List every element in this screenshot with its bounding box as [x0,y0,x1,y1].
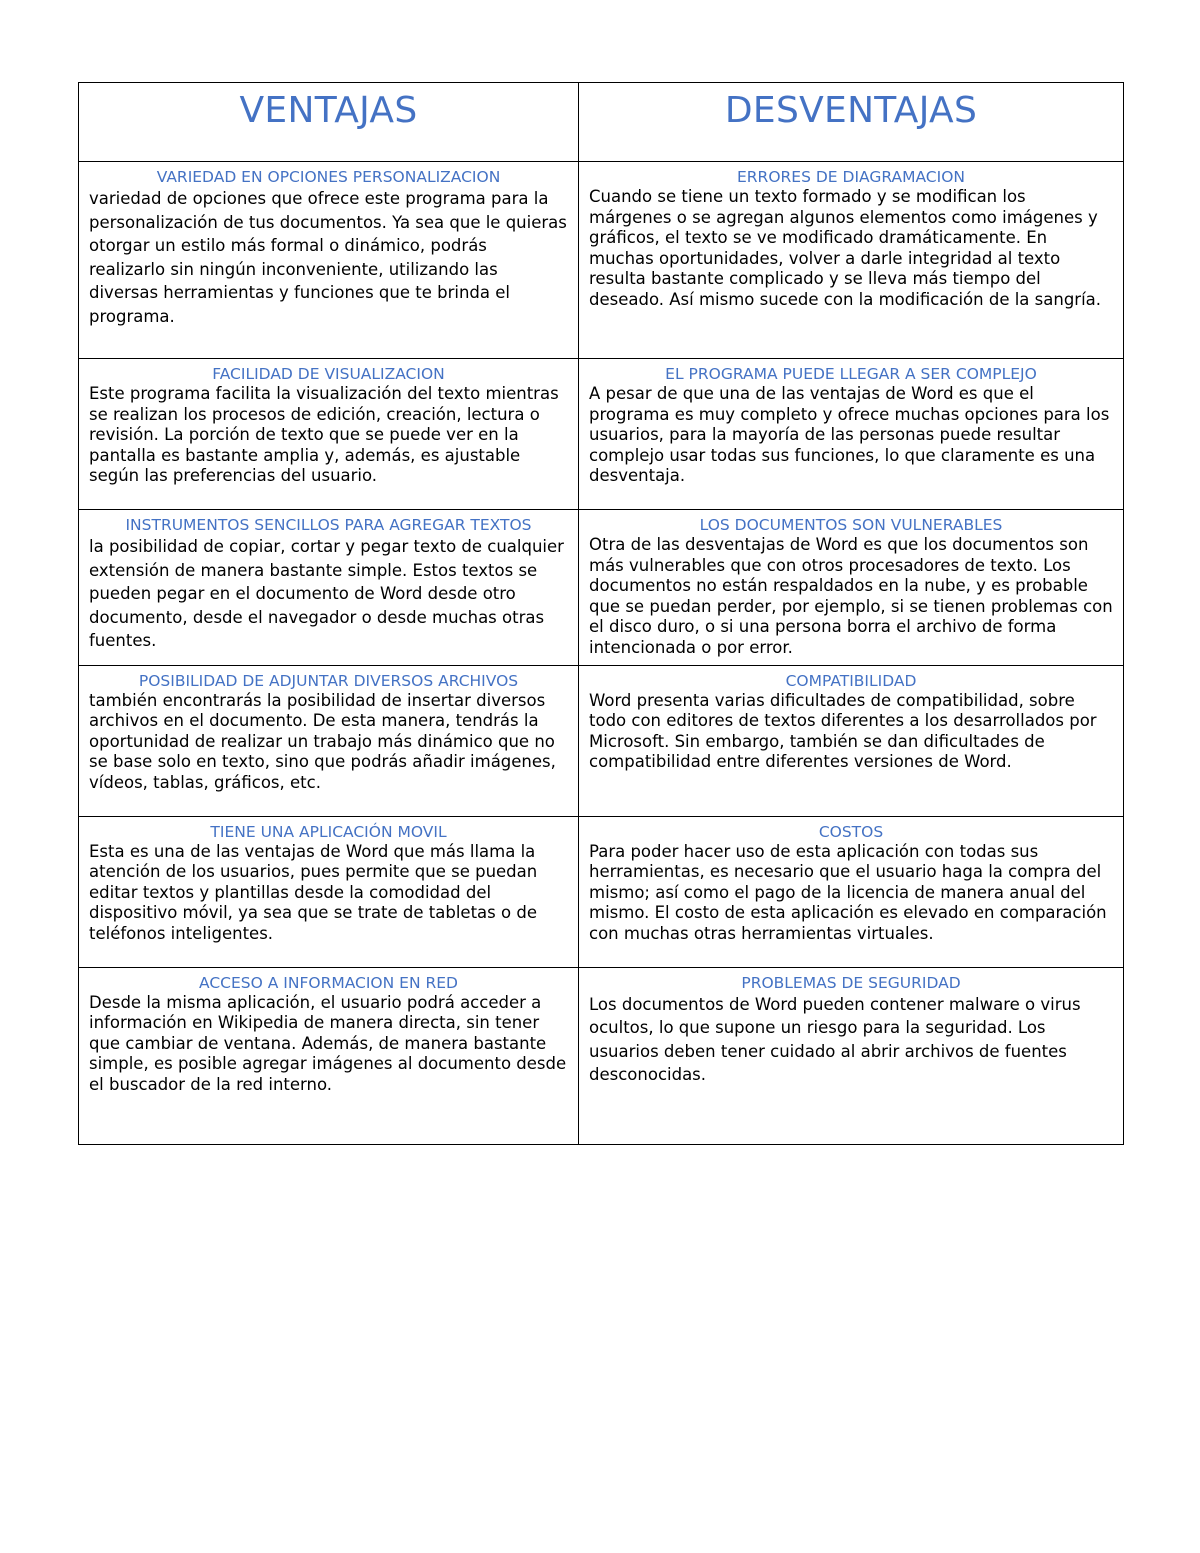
desventaja-cell [579,816,1124,967]
desventaja-body: A pesar de que una de las ventajas de Word es que el programa es muy completo y ofrece muchas opciones para los usuarios, para la mayoría de las personas puede resultar complejo usar todas sus funciones, lo que claramente es una desventaja. [589,384,1110,486]
table-row [79,162,1124,359]
ventaja-body: Desde la misma aplicación, el usuario podrá acceder a información en Wikipedia de manera directa, sin tener que cambiar de ventana. Además, de manera bastante simple, es posible agregar imágenes al documento desde el buscador de la red interno. [89,992,567,1094]
ventaja-cell [79,665,579,816]
ventaja-title: INSTRUMENTOS SENCILLOS PARA AGREGAR TEXTOS [125,516,532,534]
desventaja-cell [579,510,1124,666]
ventaja-body: variedad de opciones que ofrece este programa para la personalización de tus documentos. Ya sea que le quieras otorgar un estilo más formal o dinámico, podrás realizarlo sin ningún inconveniente, utilizando las diversas herramientas y funciones que te brinda el programa. [89,189,567,326]
desventaja-body: Para poder hacer uso de esta aplicación con todas sus herramientas, es necesario que el usuario haga la compra del mismo; así como el pago de la licencia de manera anual del mismo. El costo de esta aplicación es elevado en comparación con muchas otras herramientas virtuales. [589,841,1107,943]
desventaja-title: EL PROGRAMA PUEDE LLEGAR A SER COMPLEJO [665,365,1037,383]
desventaja-body: Los documentos de Word pueden contener malware o virus ocultos, lo que supone un riesgo para la seguridad. Los usuarios deben tener cuidado al abrir archivos de fuentes desconocidas. [589,994,1081,1085]
ventaja-cell [79,510,579,666]
table-row [79,510,1124,666]
ventaja-title: ACCESO A INFORMACION EN RED [199,973,458,992]
desventajas-header-cell [579,83,1124,162]
desventaja-body: Word presenta varias dificultades de compatibilidad, sobre todo con editores de textos diferentes a los desarrollados por Microsoft. Sin embargo, también se dan dificultades de compatibilidad entre diferentes versiones de Word. [589,690,1097,772]
desventaja-cell [579,359,1124,510]
ventaja-title: VARIEDAD EN OPCIONES PERSONALIZACION [156,168,501,186]
table-row [79,359,1124,510]
desventaja-title: LOS DOCUMENTOS SON VULNERABLES [699,516,1003,534]
table-row [79,665,1124,816]
advantages-disadvantages-table [78,82,1124,1145]
table-row [79,816,1124,967]
desventaja-cell [579,665,1124,816]
ventaja-title: FACILIDAD DE VISUALIZACION [212,365,445,383]
ventaja-body: también encontrarás la posibilidad de insertar diversos archivos en el documento. De esta manera, tendrás la oportunidad de realizar un trabajo más dinámico que no se base solo en texto, sino que podrás añadir imágenes, vídeos, tablas, gráficos, etc. [89,690,556,792]
ventaja-cell [79,967,579,1144]
desventaja-cell [579,162,1124,359]
ventaja-body: Esta es una de las ventajas de Word que más llama la atención de los usuarios, pues permite que se puedan editar textos y plantillas desde la comodidad del dispositivo móvil, ya sea que se trate de tabletas o de teléfonos inteligentes. [89,841,538,943]
desventajas-heading: DESVENTAJAS [724,90,978,131]
ventaja-body: Este programa facilita la visualización del texto mientras se realizan los procesos de edición, creación, lectura o revisión. La porción de texto que se puede ver en la pantalla es bastante amplia y, además, es ajustable según las preferencias del usuario. [89,384,559,486]
ventaja-body: la posibilidad de copiar, cortar y pegar texto de cualquier extensión de manera bastante simple. Estos textos se pueden pegar en el documento de Word desde otro documento, desde el navegador o desde muchas otras fuentes. [89,537,564,650]
desventaja-body: Cuando se tiene un texto formado y se modifican los márgenes o se agregan algunos elementos como imágenes y gráficos, el texto se ve modificado dramáticamente. En muchas oportunidades, volver a darle integridad al texto resulta bastante complicado y se lleva más tiempo del deseado. Así mismo sucede con la modificación de la sangría. [589,187,1102,309]
desventaja-title: COSTOS [818,822,884,841]
desventaja-title: PROBLEMAS DE SEGURIDAD [741,973,961,992]
table-row [79,967,1124,1144]
desventaja-body: Otra de las desventajas de Word es que los documentos son más vulnerables que con otros procesadores de texto. Los documentos no están respaldados en la nube, y es probable que se puedan perder, por ejemplo, si se tienen problemas con el disco duro, o si una persona borra el archivo de forma intencionada o por error. [589,535,1113,657]
ventajas-heading: VENTAJAS [239,90,418,131]
desventaja-title: ERRORES DE DIAGRAMACION [736,168,965,186]
ventaja-title: POSIBILIDAD DE ADJUNTAR DIVERSOS ARCHIVOS [138,671,519,690]
desventaja-title: COMPATIBILIDAD [785,671,917,690]
ventaja-title: TIENE UNA APLICACIÓN MOVIL [210,822,447,841]
ventajas-header-cell [79,83,579,162]
ventaja-cell [79,162,579,359]
document-page [78,82,1123,1145]
ventaja-cell [79,359,579,510]
desventaja-cell [579,967,1124,1144]
ventaja-cell [79,816,579,967]
table-header-row [79,83,1124,162]
